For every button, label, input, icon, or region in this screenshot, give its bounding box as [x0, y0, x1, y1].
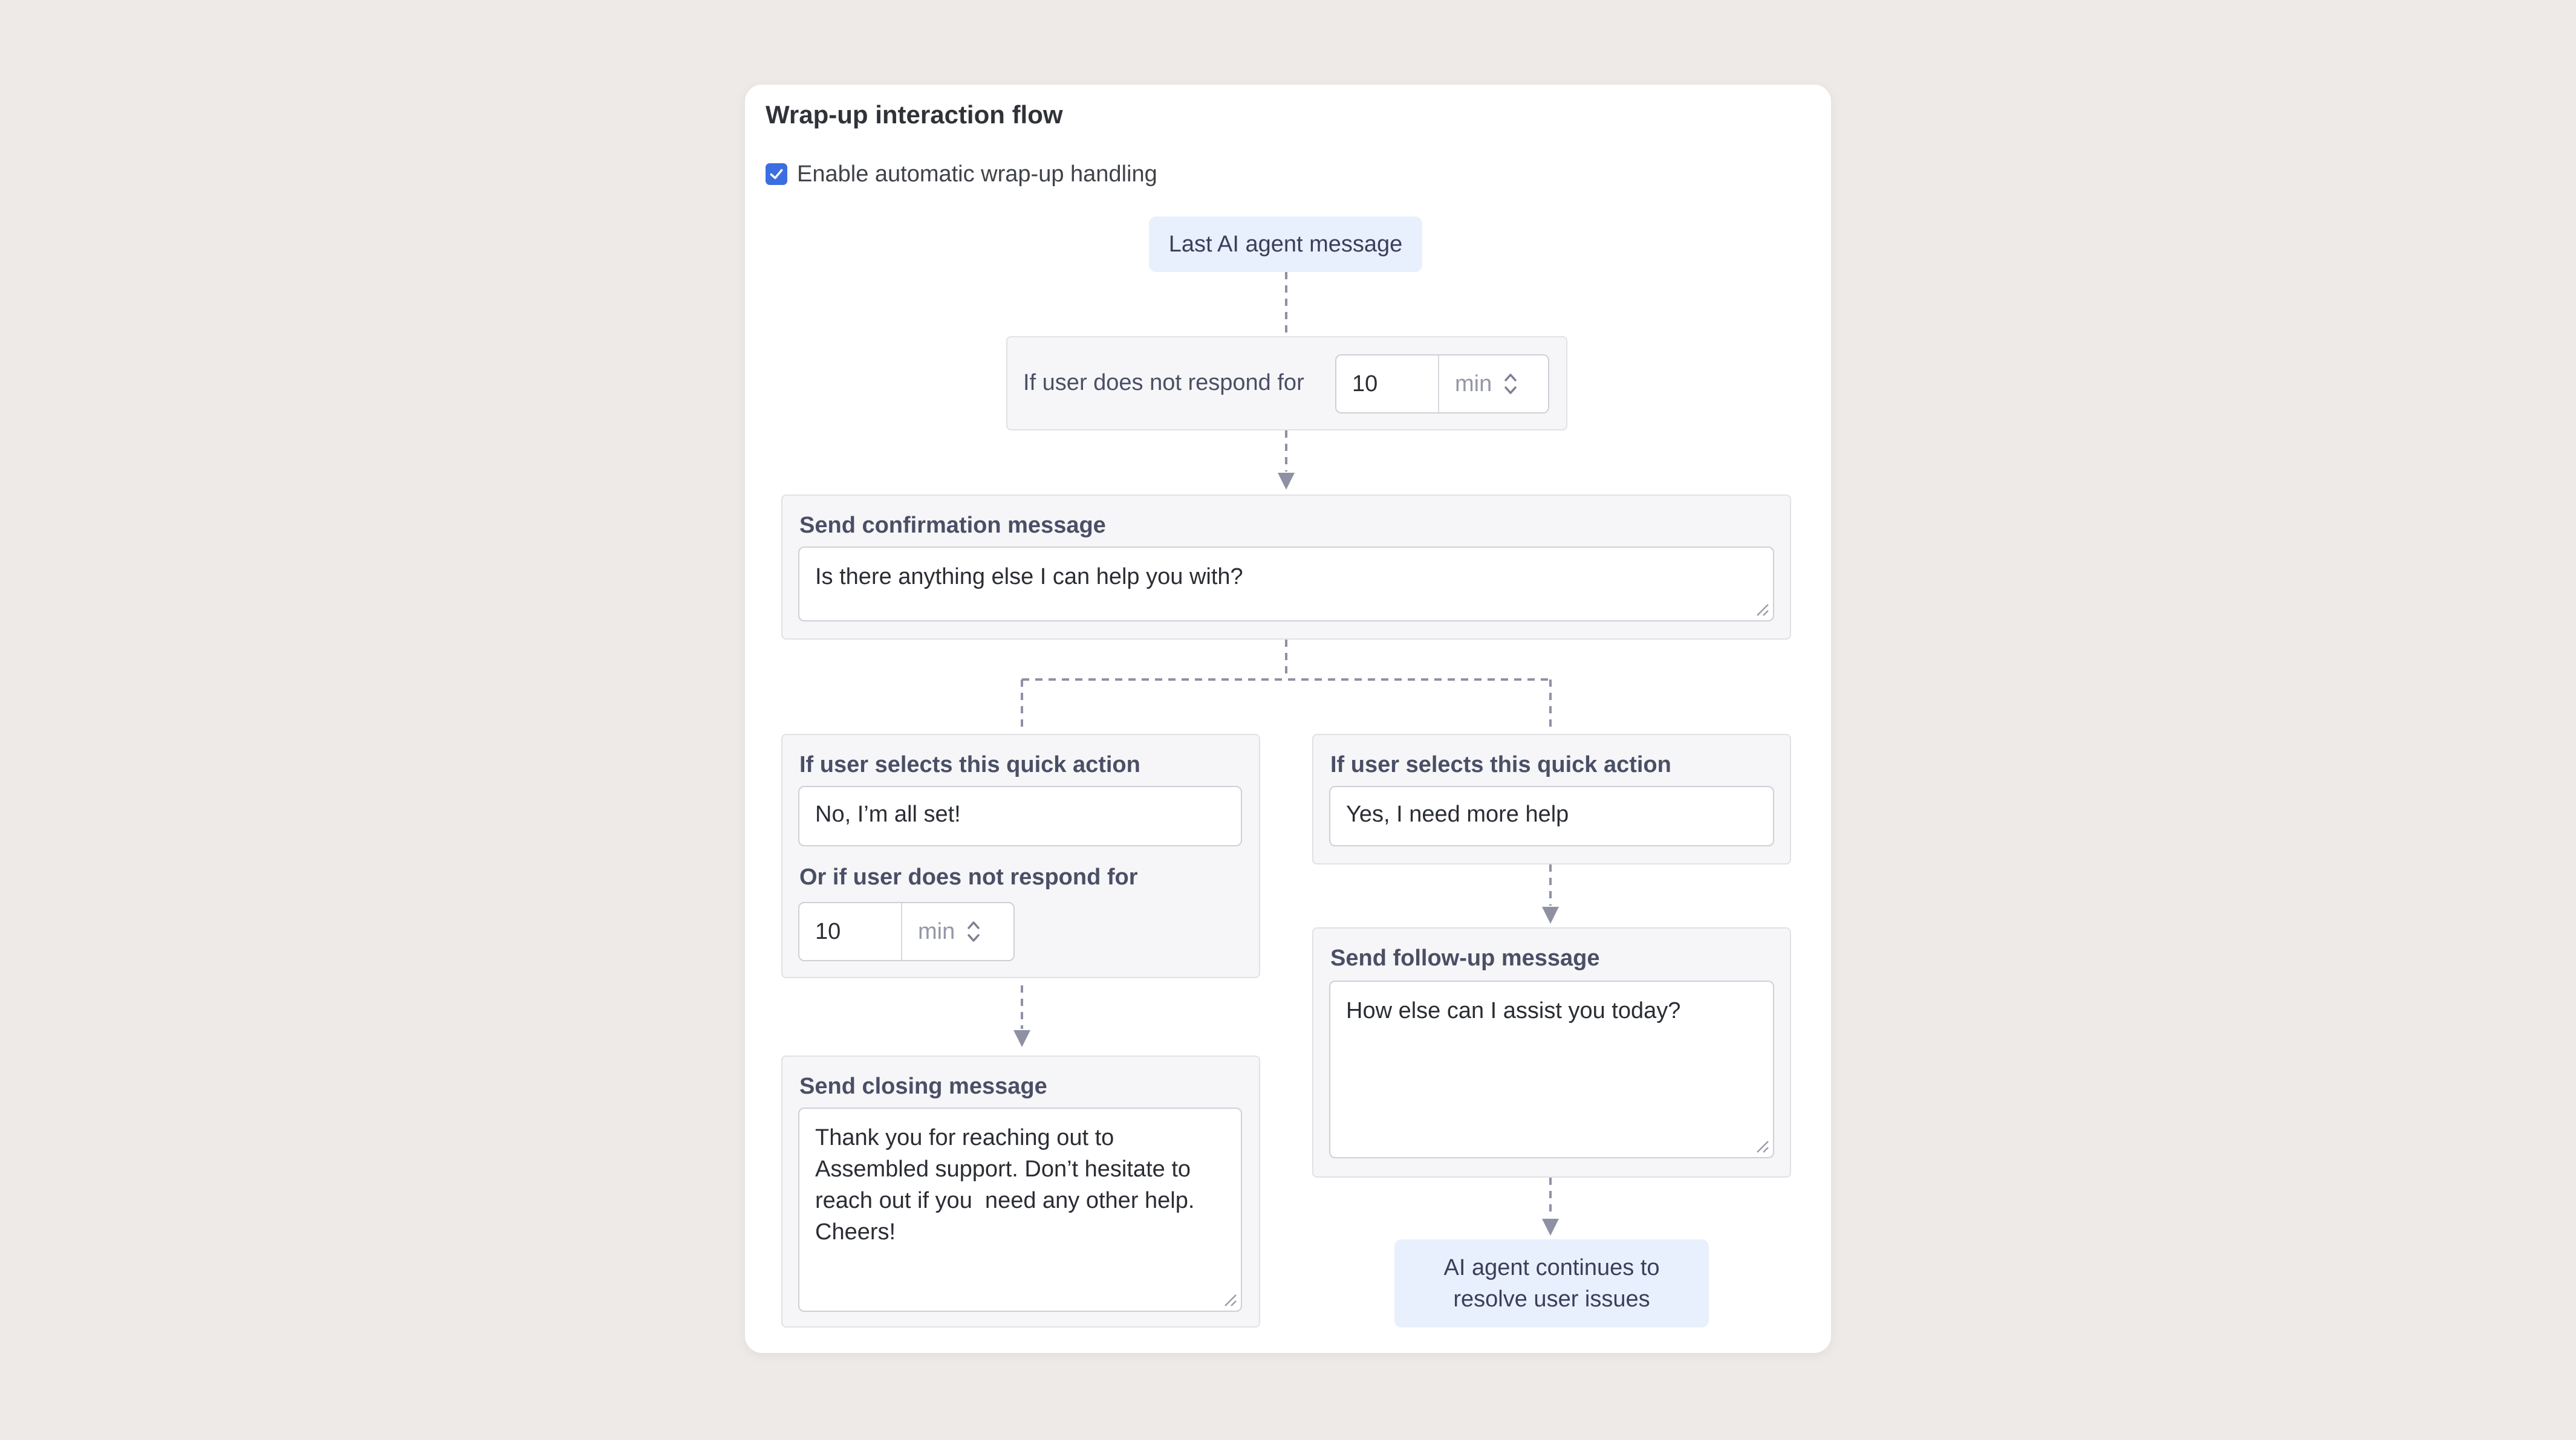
- confirmation-label: Send confirmation message: [799, 513, 1106, 538]
- left-timeout-value-input[interactable]: 10: [799, 903, 902, 960]
- resize-handle-icon[interactable]: [1221, 1291, 1237, 1307]
- followup-label: Send follow-up message: [1330, 945, 1600, 971]
- arrow-down-icon: [1542, 1219, 1559, 1236]
- timeout-unit-label: min: [1455, 371, 1492, 397]
- resize-handle-icon[interactable]: [1754, 601, 1769, 617]
- left-quick-action-value: No, I’m all set!: [815, 802, 961, 827]
- card-title: Wrap-up interaction flow: [766, 100, 1063, 129]
- resize-handle-icon[interactable]: [1754, 1138, 1769, 1153]
- followup-message-textarea[interactable]: [1329, 981, 1774, 1158]
- up-down-chevron-icon: [966, 918, 981, 945]
- timeout-value-input[interactable]: 10: [1336, 355, 1439, 412]
- closing-label: Send closing message: [799, 1074, 1047, 1099]
- timeout-label: If user does not respond for: [1023, 370, 1304, 395]
- right-quick-action-value: Yes, I need more help: [1346, 802, 1569, 827]
- ai-agent-continues-node: AI agent continues to resolve user issues: [1394, 1239, 1709, 1328]
- check-icon: [769, 166, 784, 182]
- left-timeout-unit-select[interactable]: [902, 903, 1013, 960]
- left-timeout-label: Or if user does not respond for: [799, 864, 1138, 890]
- arrow-down-icon: [1542, 907, 1559, 924]
- confirmation-message-text: Is there anything else I can help you with?: [815, 564, 1243, 589]
- left-timeout-input-group[interactable]: [798, 902, 1015, 961]
- arrow-down-icon: [1278, 473, 1295, 490]
- up-down-chevron-icon: [1503, 371, 1518, 397]
- last-ai-agent-message-node: Last AI agent message: [1149, 216, 1422, 272]
- right-quick-action-input[interactable]: [1329, 786, 1774, 846]
- followup-message-text: How else can I assist you today?: [1346, 998, 1681, 1023]
- closing-message-textarea[interactable]: [798, 1108, 1242, 1312]
- timeout-input-group[interactable]: [1335, 354, 1549, 414]
- enable-wrap-up-label: Enable automatic wrap-up handling: [797, 161, 1157, 187]
- confirmation-message-textarea[interactable]: [798, 546, 1774, 621]
- timeout-unit-select[interactable]: [1439, 355, 1548, 412]
- enable-wrap-up-toggle[interactable]: [766, 158, 1157, 190]
- left-quick-action-label: If user selects this quick action: [799, 752, 1140, 777]
- closing-message-text: Thank you for reaching out to Assembled support. Don’t hesitate to reach out if you need any other help. Cheers!: [815, 1125, 1195, 1245]
- enable-wrap-up-checkbox[interactable]: [766, 163, 787, 185]
- arrow-down-icon: [1013, 1030, 1030, 1047]
- left-quick-action-input[interactable]: [798, 786, 1242, 846]
- right-quick-action-label: If user selects this quick action: [1330, 752, 1671, 777]
- left-timeout-unit-label: min: [918, 918, 955, 944]
